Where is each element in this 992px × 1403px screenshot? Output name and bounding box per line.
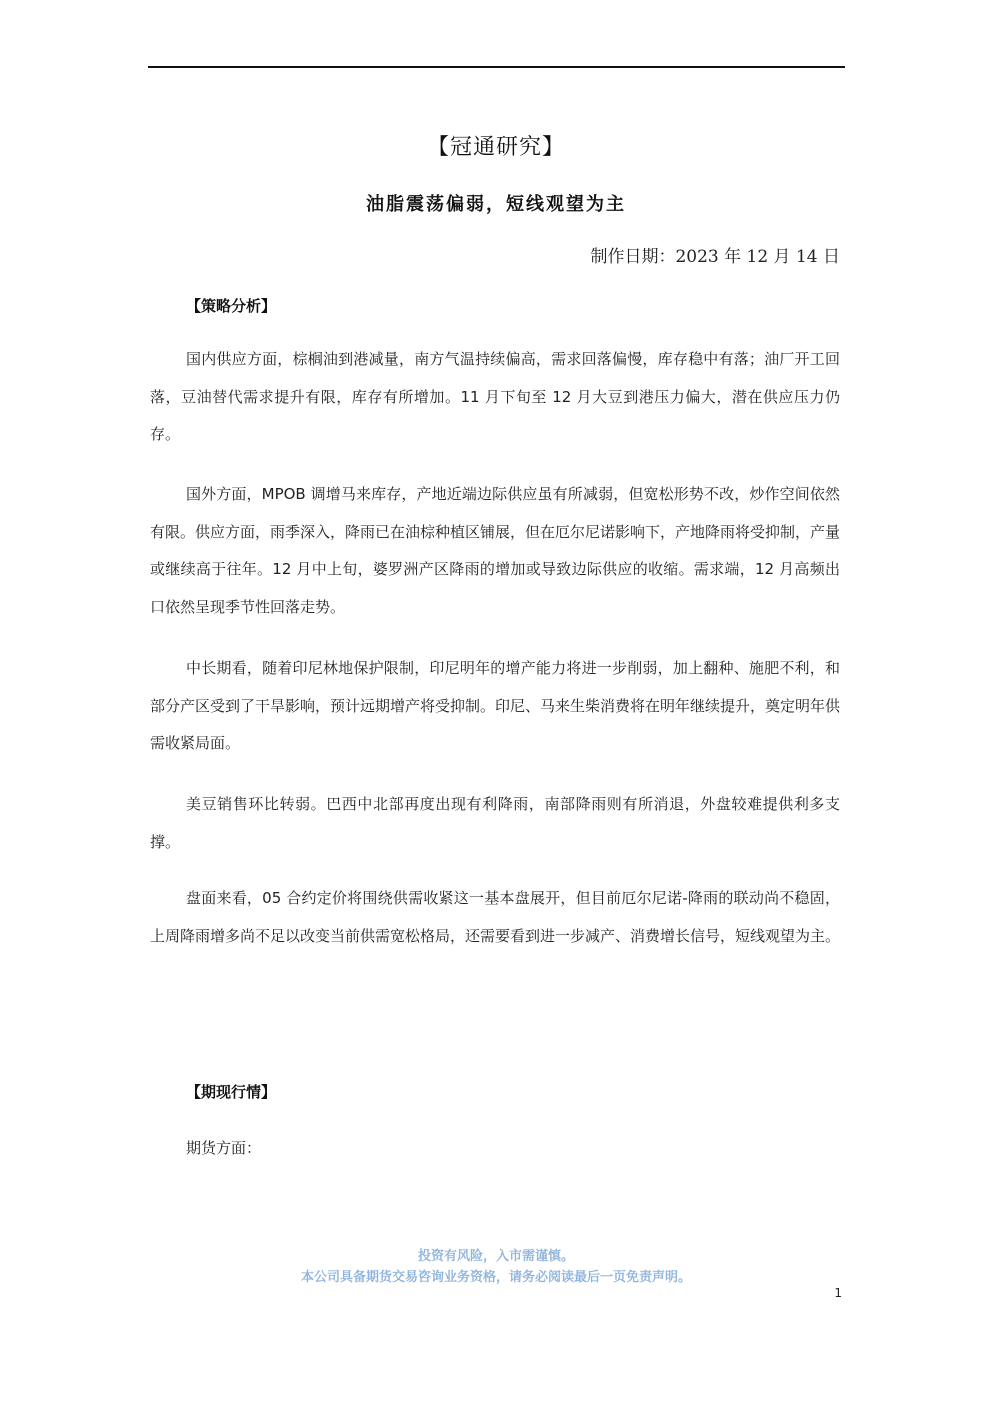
page-number: 1 (834, 1286, 842, 1300)
header-rule (148, 66, 845, 68)
strategy-paragraph-2: 国外方面，MPOB 调增马来库存，产地近端边际供应虽有所减弱，但宽松形势不改，炒作空间依然有限。供应方面，雨季深入，降雨已在油棕种植区铺展，但在厄尔尼诺影响下，产地降雨将受抑制，产量或继续高于往年。12 月中上旬，婆罗洲产区降雨的增加或导致边际供应的收缩。需求端，12 月高频出口依然呈现季节性回落走势。 (150, 485, 841, 616)
futures-label: 期货方面： (186, 1139, 262, 1157)
strategy-paragraph-3: 中长期看，随着印尼林地保护限制，印尼明年的增产能力将进一步削弱，加上翻种、施肥不利，和部分产区受到了干旱影响，预计远期增产将受抑制。印尼、马来生柴消费将在明年继续提升，奠定明年供需收紧局面。 (150, 659, 841, 752)
report-subtitle: 油脂震荡偏弱，短线观望为主 (366, 194, 626, 215)
report-date: 制作日期：2023 年 12 月 14 日 (590, 247, 840, 267)
section-heading-market: 【期现行情】 (186, 1083, 277, 1101)
section-heading-strategy: 【策略分析】 (186, 297, 277, 315)
report-title: 【冠通研究】 (426, 135, 565, 160)
footer-license-notice: 本公司具备期货交易咨询业务资格，请务必阅读最后一页免责声明。 (300, 1270, 691, 1285)
strategy-paragraph-1: 国内供应方面，棕榈油到港减量，南方气温持续偏高，需求回落偏慢，库存稳中有落；油厂开工回落，豆油替代需求提升有限，库存有所增加。11 月下旬至 12 月大豆到港压力偏大，潜在供应压力仍存。 (150, 350, 840, 443)
strategy-paragraph-4: 美豆销售环比转弱。巴西中北部再度出现有利降雨，南部降雨则有所消退，外盘较难提供利多支撑。 (150, 795, 840, 851)
strategy-paragraph-5: 盘面来看，05 合约定价将围绕供需收紧这一基本盘展开，但目前厄尔尼诺-降雨的联动尚不稳固，上周降雨增多尚不足以改变当前供需宽松格局，还需要看到进一步减产、消费增长信号，短线观望为主。 (150, 889, 841, 945)
footer-risk-notice: 投资有风险，入市需谨慎。 (417, 1249, 574, 1264)
